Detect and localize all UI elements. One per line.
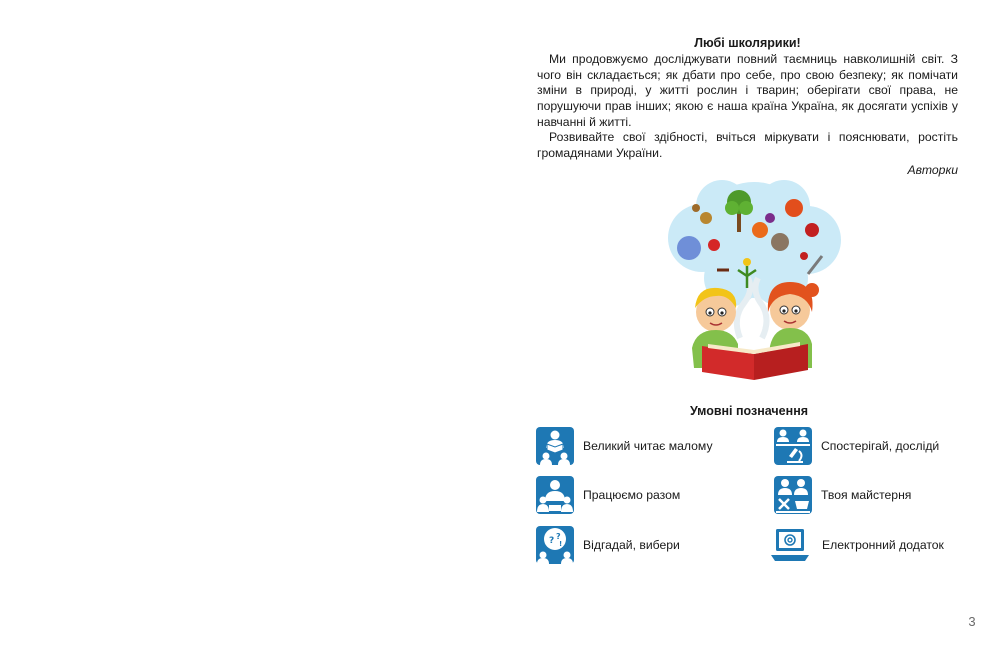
svg-text:?: ? — [549, 536, 555, 546]
laptop-icon — [770, 525, 810, 565]
legend-item-guess-choose — [535, 524, 680, 566]
legend-title: Умовні позначення — [689, 404, 809, 418]
svg-text:!: ! — [559, 540, 563, 548]
observe-microscope-icon — [773, 426, 813, 466]
legend-label: Спостерігай, досліди́ — [821, 439, 940, 453]
page-number: 3 — [968, 614, 976, 629]
legend-label: Великий читає малому — [583, 439, 713, 453]
children-reading-book-illustration — [662, 178, 846, 382]
greeting-paragraph-2: Розвивайте свої здібності, вчіться міркувати і пояснювати, ростіть громадянами України. — [537, 130, 958, 160]
greeting-paragraph-1: Ми продовжуємо досліджувати повний таємниць навколишній світ. З чого він складається; як дбати про себе, про свою безпеку; як помічати зміни в природі, у житті рослин і тварин; оберігати свої права, не порушуючи прав інших; якою є наша країна Україна, як досягати успіхів у навчанні й житті. — [537, 52, 958, 129]
guess-choose-icon — [535, 525, 575, 565]
legend-item-teamwork — [535, 474, 680, 516]
reading-together-icon — [535, 426, 575, 466]
legend-item-reading-together — [535, 425, 713, 467]
legend-item-electronic — [770, 524, 944, 566]
legend-item-observe — [773, 425, 939, 467]
signature: Авторки — [907, 163, 958, 177]
greeting-title: Любі школярики! — [694, 36, 801, 50]
legend-label: Електронний додаток — [822, 538, 944, 552]
legend-label: Працюємо разом — [583, 488, 681, 502]
legend-item-workshop — [773, 474, 911, 516]
svg-text:?: ? — [556, 532, 561, 541]
legend-label: Відгадай, вибери — [583, 538, 680, 552]
teamwork-icon — [535, 475, 575, 515]
legend-label: Твоя майстерня — [821, 488, 912, 502]
workshop-icon — [773, 475, 813, 515]
